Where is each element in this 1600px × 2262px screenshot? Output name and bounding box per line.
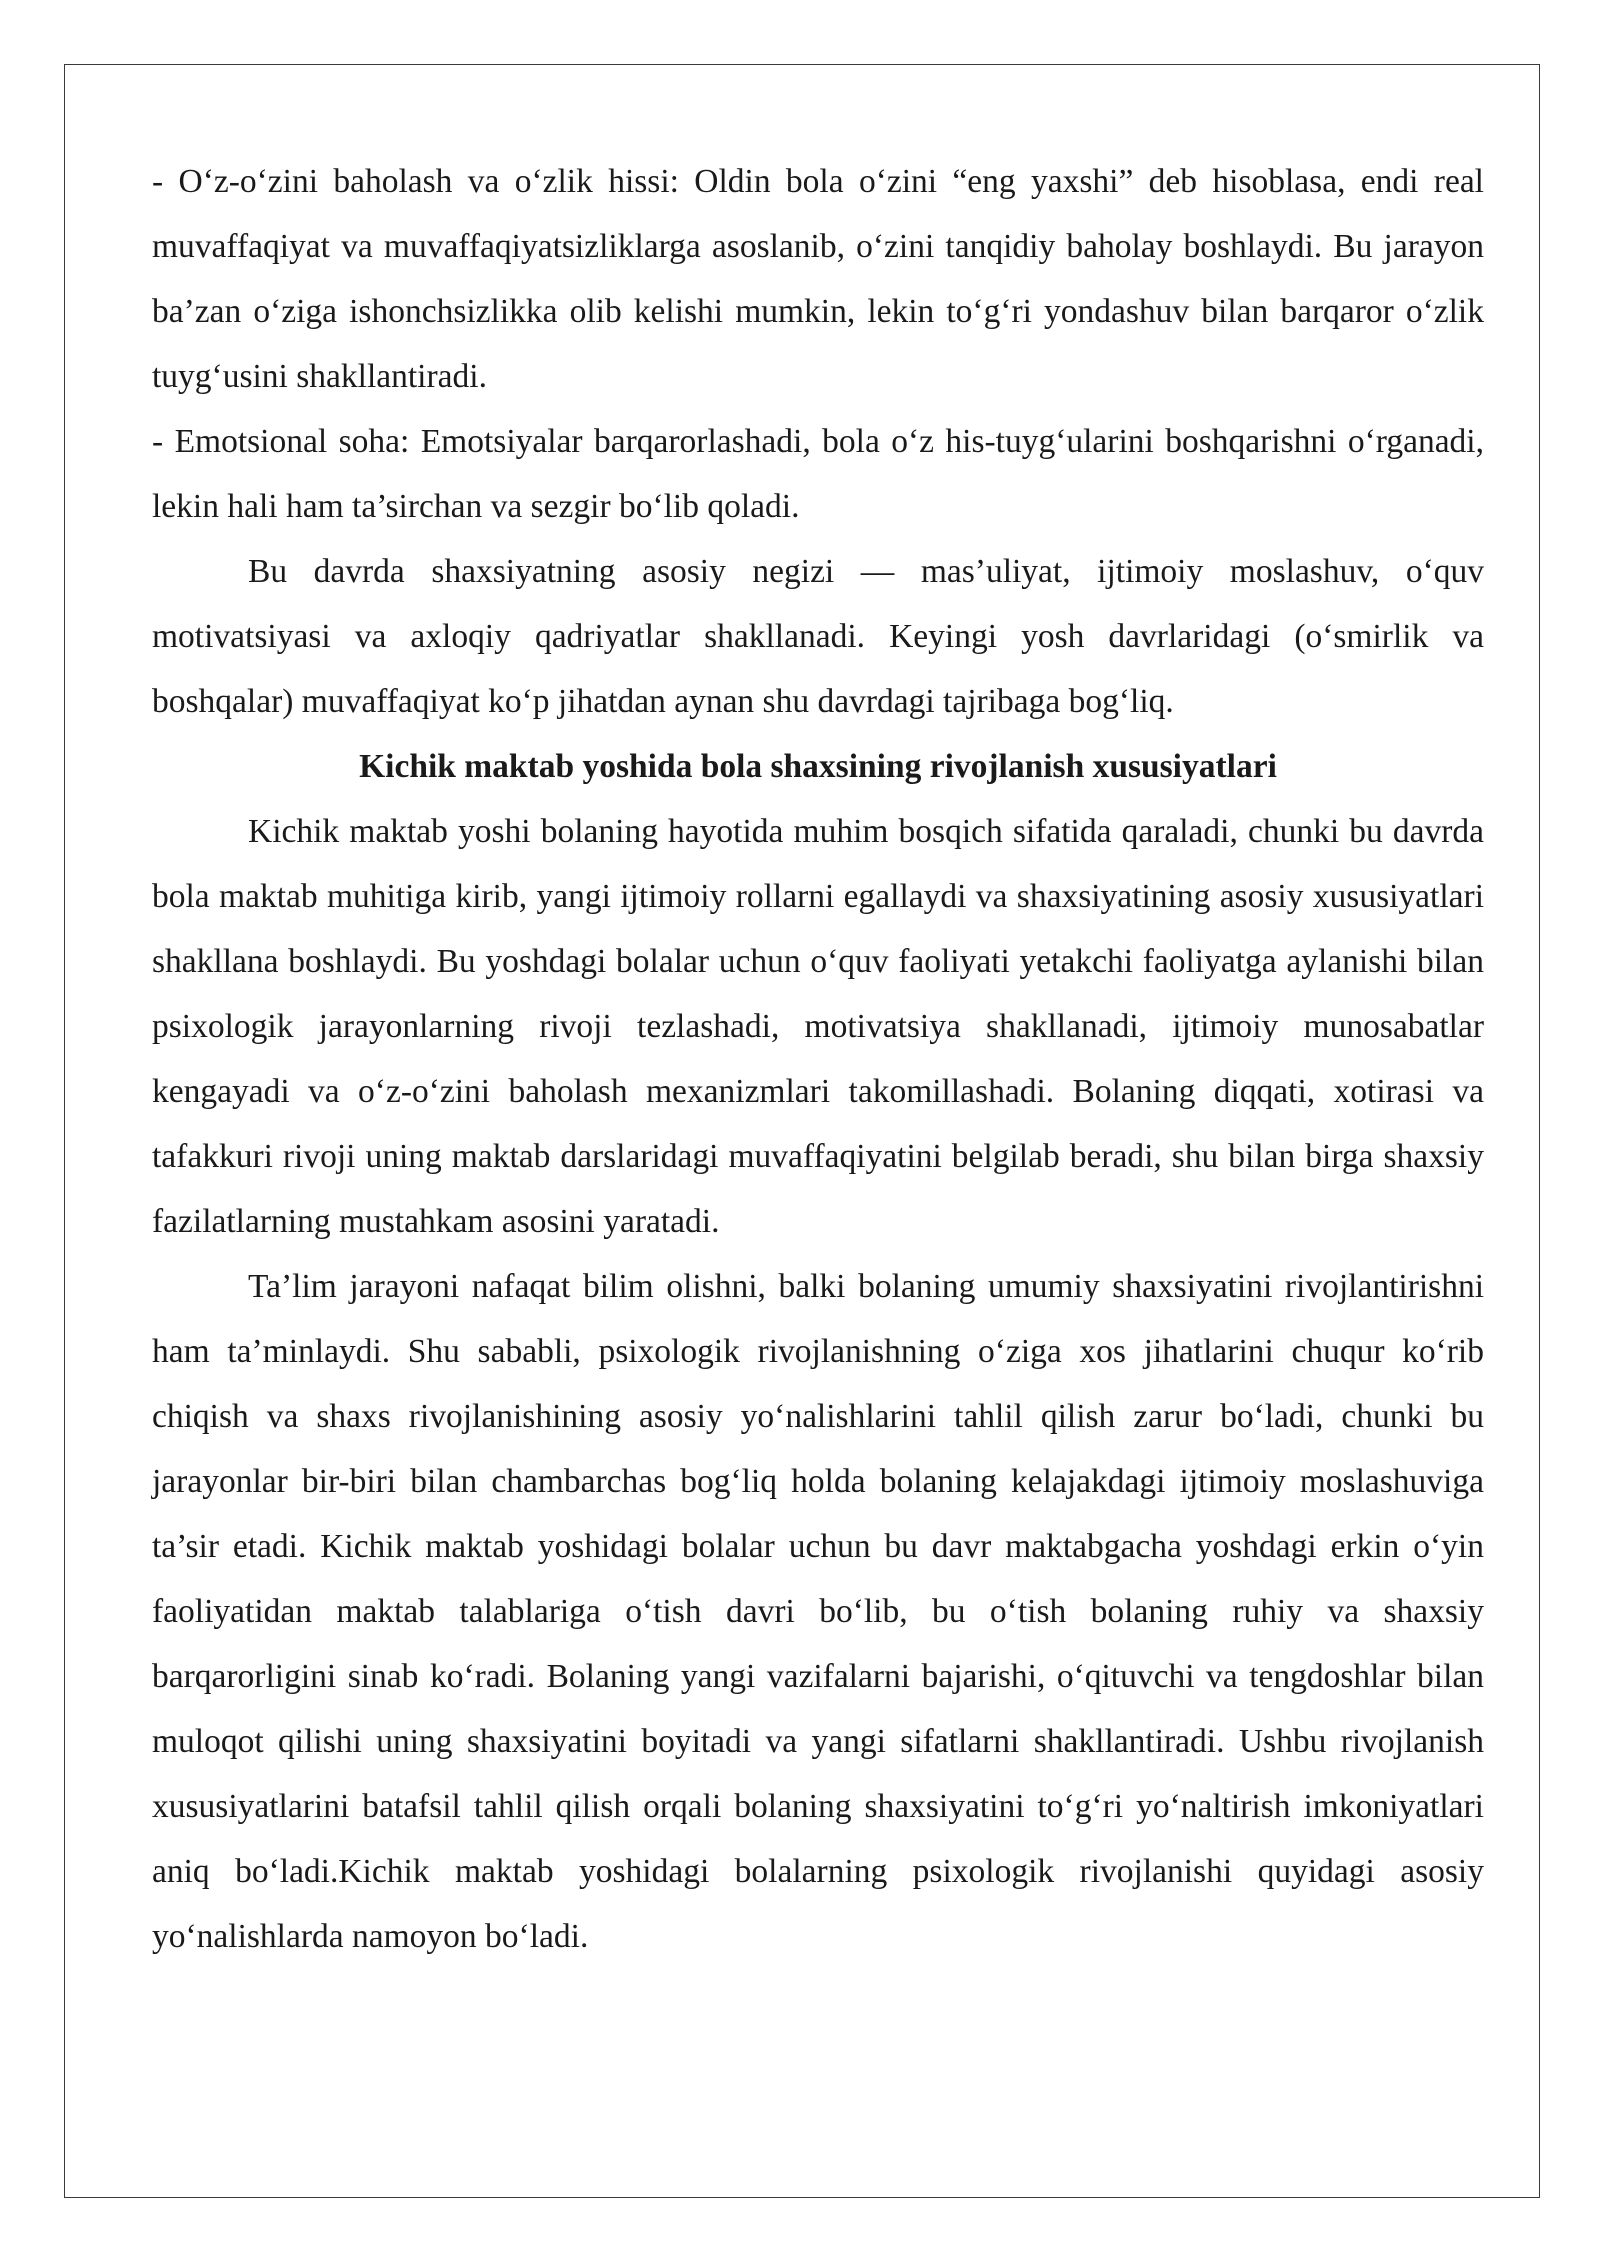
- document-body: [152, 149, 1484, 1969]
- paragraph-emotional-sphere: - Emotsional soha: Emotsiyalar barqarorlashadi, bola o‘z his-tuyg‘ularini boshqarishni o‘rganadi, lekin hali ham ta’sirchan va sezgir bo‘lib qoladi.: [152, 423, 1484, 525]
- paragraph-self-esteem: - O‘z-o‘zini baholash va o‘zlik hissi: Oldin bola o‘zini “eng yaxshi” deb hisoblasa, endi real muvaffaqiyat va muvaffaqiyatsizliklarga asoslanib, o‘zini tanqidiy baholay boshlaydi. Bu jarayon ba’zan o‘ziga ishonchsizlikka olib kelishi mumkin, lekin to‘g‘ri yondashuv bilan barqaror o‘zlik tuyg‘usini shakllantiradi.: [152, 163, 1484, 395]
- section-heading: Kichik maktab yoshida bola shaxsining rivojlanish xususiyatlari: [359, 748, 1277, 785]
- paragraph-education-process: Ta’lim jarayoni nafaqat bilim olishni, balki bolaning umumiy shaxsiyatini rivojlantirishni ham ta’minlaydi. Shu sababli, psixologik rivojlanishning o‘ziga xos jihatlarini chuqur ko‘rib chiqish va shaxs rivojlanishining asosiy yo‘nalishlarini tahlil qilish zarur bo‘ladi, chunki bu jarayonlar bir-biri bilan chambarchas bog‘liq holda bolaning kelajakdagi ijtimoiy moslashuviga ta’sir etadi. Kichik maktab yoshidagi bolalar uchun bu davr maktabgacha yoshdagi erkin o‘yin faoliyatidan maktab talablariga o‘tish davri bo‘lib, bu o‘tish bolaning ruhiy va shaxsiy barqarorligini sinab ko‘radi. Bolaning yangi vazifalarni bajarishi, o‘qituvchi va tengdoshlar bilan muloqot qilishi uning shaxsiyatini boyitadi va yangi sifatlarni shakllantiradi. Ushbu rivojlanish xususiyatlarini batafsil tahlil qilish orqali bolaning shaxsiyatini to‘g‘ri yo‘naltirish imkoniyatlari aniq bo‘ladi.Kichik maktab yoshidagi bolalarning psixologik rivojlanishi quyidagi asosiy yo‘nalishlarda namoyon bo‘ladi.: [152, 1268, 1484, 1955]
- paragraph-introduction: Kichik maktab yoshi bolaning hayotida muhim bosqich sifatida qaraladi, chunki bu davrda bola maktab muhitiga kirib, yangi ijtimoiy rollarni egallaydi va shaxsiyatining asosiy xususiyatlari shakllana boshlaydi. Bu yoshdagi bolalar uchun o‘quv faoliyati yetakchi faoliyatga aylanishi bilan psixologik jarayonlarning rivoji tezlashadi, motivatsiya shakllanadi, ijtimoiy munosabatlar kengayadi va o‘z-o‘zini baholash mexanizmlari takomillashadi. Bolaning diqqati, xotirasi va tafakkuri rivoji uning maktab darslaridagi muvaffaqiyatini belgilab beradi, shu bilan birga shaxsiy fazilatlarning mustahkam asosini yaratadi.: [152, 813, 1484, 1240]
- paragraph-period-summary: Bu davrda shaxsiyatning asosiy negizi — mas’uliyat, ijtimoiy moslashuv, o‘quv motivatsiyasi va axloqiy qadriyatlar shakllanadi. Keyingi yosh davrlaridagi (o‘smirlik va boshqalar) muvaffaqiyat ko‘p jihatdan aynan shu davrdagi tajribaga bog‘liq.: [152, 553, 1484, 720]
